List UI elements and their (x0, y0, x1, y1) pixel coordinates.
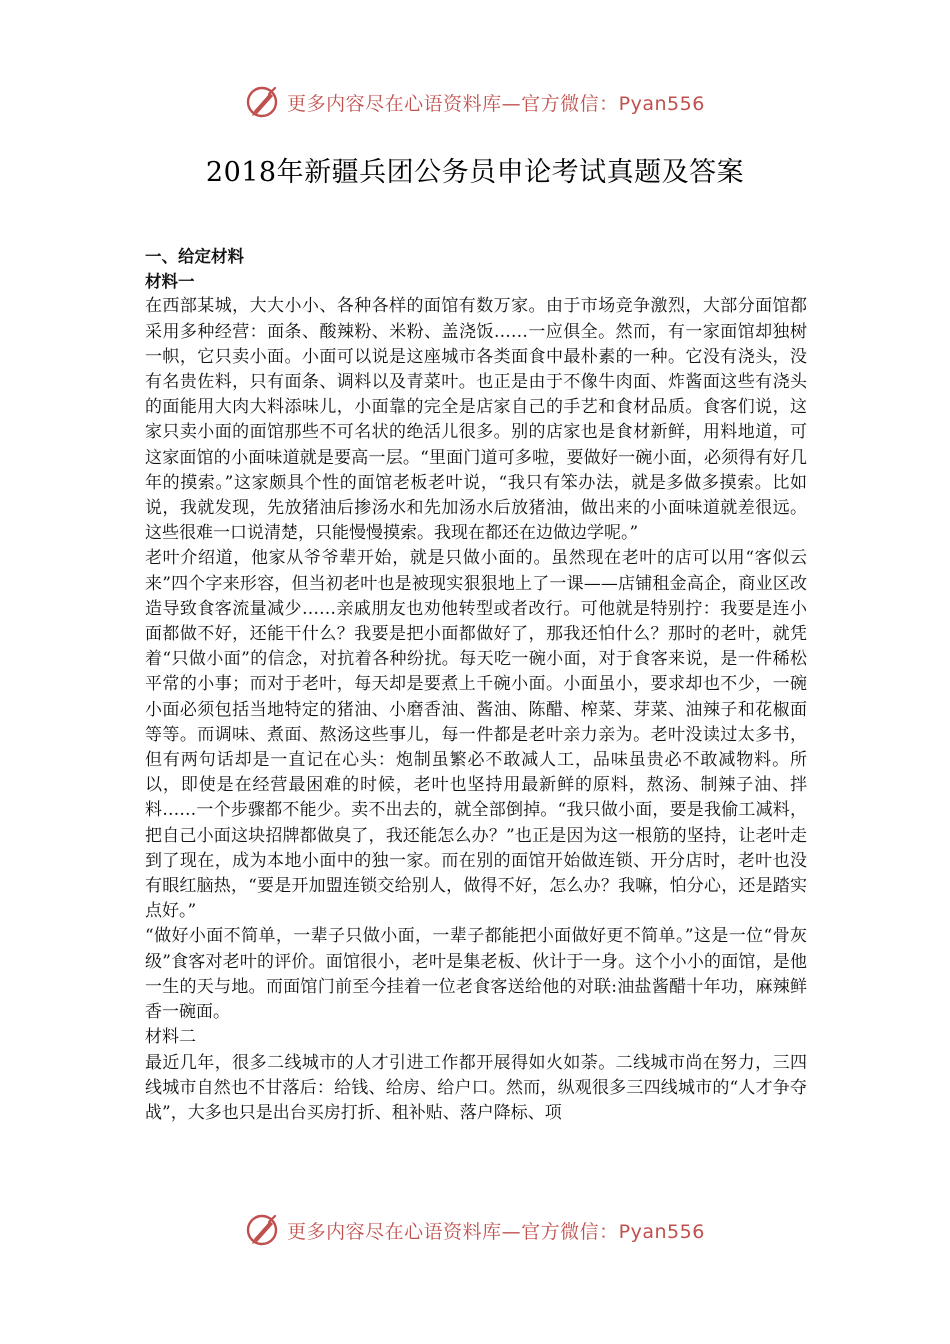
paragraph: 最近几年，很多二线城市的人才引进工作都开展得如火如荼。二线城市尚在努力，三四线城市自然也不甘落后：给钱、给房、给户口。然而，纵观很多三四线城市的“人才争夺战”，大多也只是出台买房打折、租补贴、落户降标、项 (145, 1052, 807, 1123)
paragraph: “做好小面不简单，一辈子只做小面，一辈子都能把小面做好更不简单。”这是一位“骨灰级”食客对老叶的评价。面馆很小，老叶是集老板、伙计于一身。这个小小的面馆，是他一生的天与地。而面馆门前至今挂着一位老食客送给他的对联:油盐酱醋十年功，麻辣鲜香一碗面。 (145, 926, 807, 1023)
banner-text: 更多内容尽在心语资料库—官方微信：Pyan556 (287, 1220, 705, 1243)
material-label: 材料一 (145, 272, 195, 292)
paragraph: 老叶介绍道，他家从爷爷辈开始，就是只做小面的。虽然现在老叶的店可以用“客似云来”四个字来形容，但当初老叶也是被现实狠狠地上了一课——店铺租金高企，商业区改造导致食客流量减少……亲戚朋友也劝他转型或者改行。可他就是特别拧：我要是连小面都做不好，还能干什么？我要是把小面都做好了，那我还怕什么？那时的老叶，就凭着“只做小面”的信念，对抗着各种纷扰。每天吃一碗小面，对于食客来说，是一件稀松平常的小事；而对于老叶，每天却是要煮上千碗小面。小面虽小，要求却也不少，一碗小面必须包括当地特定的猪油、小磨香油、酱油、陈醋、榨菜、芽菜、油辣子和花椒面等等。而调味、煮面、熬汤这些事儿，每一件都是老叶亲力亲为。老叶没读过太多书，但有两句话却是一直记在心头：炮制虽繁必不敢减人工，品味虽贵必不敢减物料。所以，即使是在经营最困难的时候，老叶也坚持用最新鲜的原料，熬汤、制辣子油、拌料……一个步骤都不能少。卖不出去的，就全部倒掉。“我只做小面，要是我偷工减料，把自己小面这块招牌都做臭了，我还能怎么办？”也正是因为这一根筋的坚持，让老叶走到了现在，成为本地小面中的独一家。而在别的面馆开始做连锁、开分店时，老叶也没有眼红脑热，“要是开加盟连锁交给别人，做得不好，怎么办？我嘛，怕分心，还是踏实点好。” (145, 548, 807, 922)
paragraph: 在西部某城，大大小小、各种各样的面馆有数万家。由于市场竞争激烈，大部分面馆都采用多种经营：面条、酸辣粉、米粉、盖浇饭……一应俱全。然而，有一家面馆却独树一帜，它只卖小面。小面可以说是这座城市各类面食中最朴素的一种。它没有浇头，没有名贵佐料，只有面条、调料以及青菜叶。也正是由于不像牛肉面、炸酱面这些有浇头的面能用大肉大料添味儿，小面靠的完全是店家自己的手艺和食材品质。食客们说，这家只卖小面的面馆那些不可名状的绝活儿很多。别的店家也是食材新鲜，用料地道，可这家面馆的小面味道就是要高一层。“里面门道可多啦，要做好一碗小面，必须得有好几年的摸索。”这家颇具个性的面馆老板老叶说，“我只有笨办法，就是多做多摸索。比如说，我就发现，先放猪油后掺汤水和先加汤水后放猪油，做出来的小面味道就差很远。这些很难一口说清楚，只能慢慢摸索。我现在都还在边做边学呢。” (145, 296, 807, 544)
document-body (145, 244, 807, 1126)
pen-logo-icon (245, 1212, 281, 1248)
page-title: 2018年新疆兵团公务员申论考试真题及答案 (205, 157, 745, 188)
pen-logo-icon (245, 84, 281, 120)
section-heading: 一、给定材料 (145, 247, 244, 266)
material-label: 材料二 (145, 1027, 196, 1048)
header-banner (0, 80, 950, 124)
footer-banner (0, 1208, 950, 1252)
banner-text: 更多内容尽在心语资料库—官方微信：Pyan556 (287, 92, 705, 115)
